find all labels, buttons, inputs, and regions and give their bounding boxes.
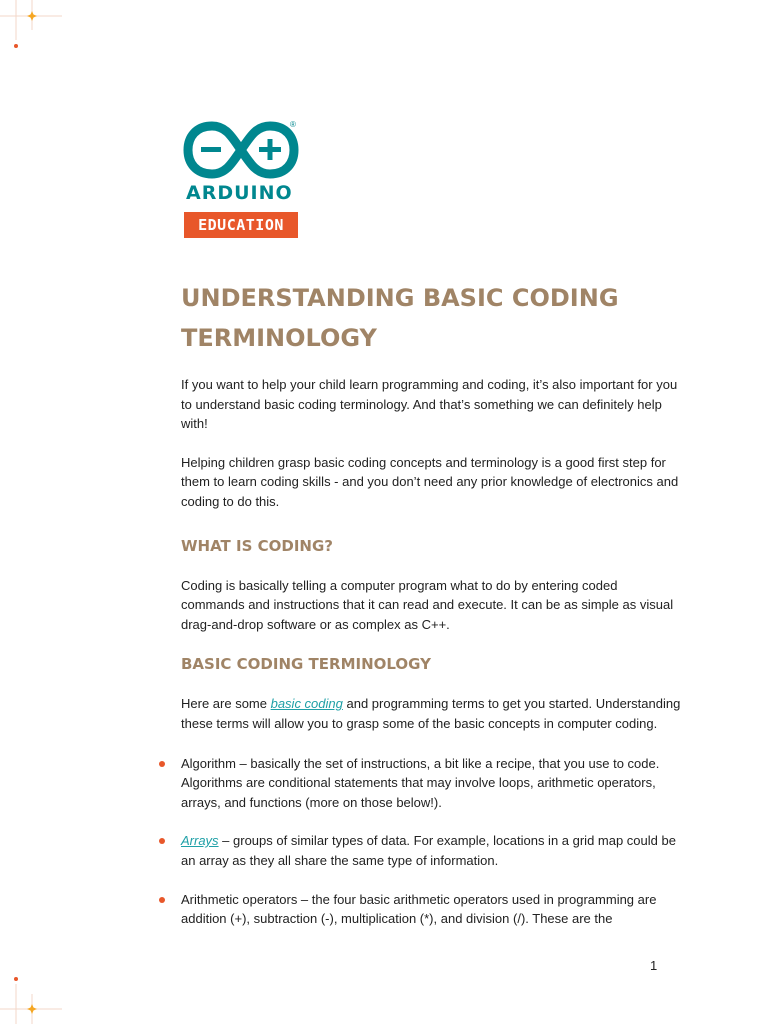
term-text: – groups of similar types of data. For example, locations in a grid map could be an array as they all share the same type of information. [181,833,676,868]
terms-list [181,754,681,929]
page-number: 1 [650,958,658,973]
paragraph-text: Here are some [181,696,271,712]
paragraph-text: and programming terms to get you started. Understanding these terms will allow you to grasp some of the basic concepts in computer coding. [181,696,681,731]
list-item [181,831,681,870]
corner-ornament-bottom [0,964,70,1024]
intro-paragraph-2: Helping children grasp basic coding concepts and terminology is a good first step for them to learn coding skills - and you don’t need any prior knowledge of electronics and coding to do this. [181,454,679,509]
section-heading-basic-terminology: BASIC CODING TERMINOLOGY [181,655,431,674]
basic-coding-link[interactable]: basic coding [270,696,343,712]
list-item [181,890,681,929]
term-text: Arithmetic operators – the four basic arithmetic operators used in programming are addition (+), subtraction (-), multiplication (*), and division (/). These are the [181,891,657,927]
infinity-logo-icon [182,120,300,182]
arrays-link[interactable]: Arrays [181,833,219,849]
term-text: Algorithm – basically the set of instructions, a bit like a recipe, that you use to code. Algorithms are conditional statements that may involve loops, arithmetic operators, arrays, and functions (more on those below!). [181,755,660,810]
registered-mark: ® [290,120,296,129]
corner-ornament-top [0,0,70,60]
bullet-icon [159,838,165,844]
bullet-icon [159,897,165,903]
page-title: UNDERSTANDING BASIC CODING TERMINOLOGY [181,284,619,352]
intro-paragraph-1: If you want to help your child learn programming and coding, it’s also important for you to understand basic coding terminology. And that’s something we can definitely help with! [181,377,678,432]
brand-wordmark: ARDUINO [186,182,293,204]
list-item [181,754,681,813]
section-heading-what-is-coding: WHAT IS CODING? [181,536,333,555]
basic-terminology-paragraph [181,694,681,733]
arduino-education-logo [182,120,302,234]
document-body [181,278,681,929]
bullet-icon [159,761,165,767]
education-badge: EDUCATION [184,212,298,238]
what-is-coding-paragraph: Coding is basically telling a computer program what to do by entering coded commands and instructions that it can read and execute. It can be as simple as visual drag-and-drop software or as complex as C++. [181,577,674,632]
